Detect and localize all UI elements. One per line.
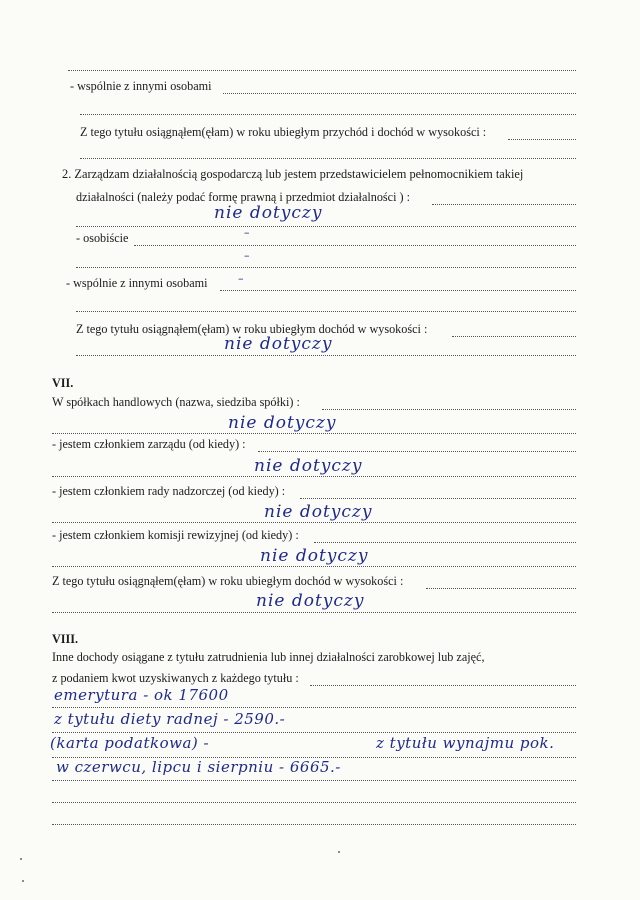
item2-text-line1: 2. Zarządzam działalnością gospodarczą lub jestem przedstawicielem pełnomocnikiem takiej (62, 167, 524, 181)
personally-label: - osobiście (76, 231, 129, 245)
section7-income-answer: nie dotyczy (256, 591, 365, 611)
companies-answer: nie dotyczy (228, 413, 337, 433)
section7-heading: VII. (52, 376, 74, 390)
section7-income-label: Z tego tytułu osiągnąłem(ęłam) w roku ubiegłym dochód w wysokości : (52, 574, 404, 588)
answer-line (80, 113, 576, 115)
answer-line (322, 408, 576, 410)
board-label: - jestem członkiem zarządu (od kiedy) : (52, 437, 246, 451)
scan-speck (22, 880, 24, 882)
answer-line (52, 706, 576, 708)
supervisory-label: - jestem członkiem rady nadzorczej (od kiedy) : (52, 484, 286, 498)
jointly2-label: - wspólnie z innymi osobami (66, 276, 208, 290)
dash-mark: – (244, 249, 250, 262)
answer-line (426, 587, 576, 589)
answer-line (52, 611, 576, 613)
item2-answer: nie dotyczy (214, 203, 323, 223)
answer-line (300, 497, 576, 499)
jointly-label: - wspólnie z innymi osobami (70, 79, 212, 93)
board-answer: nie dotyczy (254, 456, 363, 476)
answer-line (76, 225, 576, 227)
answer-line (508, 138, 576, 140)
answer-line (76, 266, 576, 268)
answer-line (432, 203, 576, 205)
supervisory-answer: nie dotyczy (264, 502, 373, 522)
answer-line (452, 335, 576, 337)
other-income-answer-line4: w czerwcu, lipcu i sierpniu - 6665.- (56, 758, 341, 776)
answer-line (134, 244, 576, 246)
answer-line (76, 354, 576, 356)
answer-line (223, 92, 576, 94)
answer-line (68, 69, 576, 71)
income2-label: Z tego tytułu osiągnąłem(ęłam) w roku ubiegłym dochód w wysokości : (76, 322, 428, 336)
answer-line (76, 310, 576, 312)
item2-text-line2: działalności (należy podać formę prawną i przedmiot działalności ) : (76, 190, 411, 204)
answer-line (80, 157, 576, 159)
other-income-answer-line3b: z tytułu wynajmu pok. (376, 734, 555, 752)
scan-speck (338, 851, 340, 853)
audit-answer: nie dotyczy (260, 546, 369, 566)
scan-speck (20, 858, 22, 860)
other-income-answer-line1: emerytura - ok 17600 (54, 686, 229, 704)
other-income-answer-line2: z tytułu diety radnej - 2590.- (54, 710, 286, 728)
dash-mark: – (238, 272, 244, 285)
answer-line (258, 450, 576, 452)
income-label: Z tego tytułu osiągnąłem(ęłam) w roku ubiegłym przychód i dochód w wysokości : (80, 125, 487, 139)
answer-line (220, 289, 576, 291)
answer-line (52, 731, 576, 733)
answer-line (314, 541, 576, 543)
section8-text-line1: Inne dochody osiągane z tytułu zatrudnienia lub innej działalności zarobkowej lub zajęć, (52, 650, 485, 664)
answer-line (310, 684, 576, 686)
answer-line (52, 823, 576, 825)
dash-mark: – (244, 226, 250, 239)
section8-heading: VIII. (52, 632, 79, 646)
income2-answer: nie dotyczy (224, 334, 333, 354)
audit-label: - jestem członkiem komisji rewizyjnej (od kiedy) : (52, 528, 299, 542)
companies-label: W spółkach handlowych (nazwa, siedziba spółki) : (52, 395, 300, 409)
section8-text-line2: z podaniem kwot uzyskiwanych z każdego tytułu : (52, 671, 299, 685)
answer-line (52, 779, 576, 781)
other-income-answer-line3a: (karta podatkowa) - (50, 734, 210, 752)
answer-line (52, 801, 576, 803)
